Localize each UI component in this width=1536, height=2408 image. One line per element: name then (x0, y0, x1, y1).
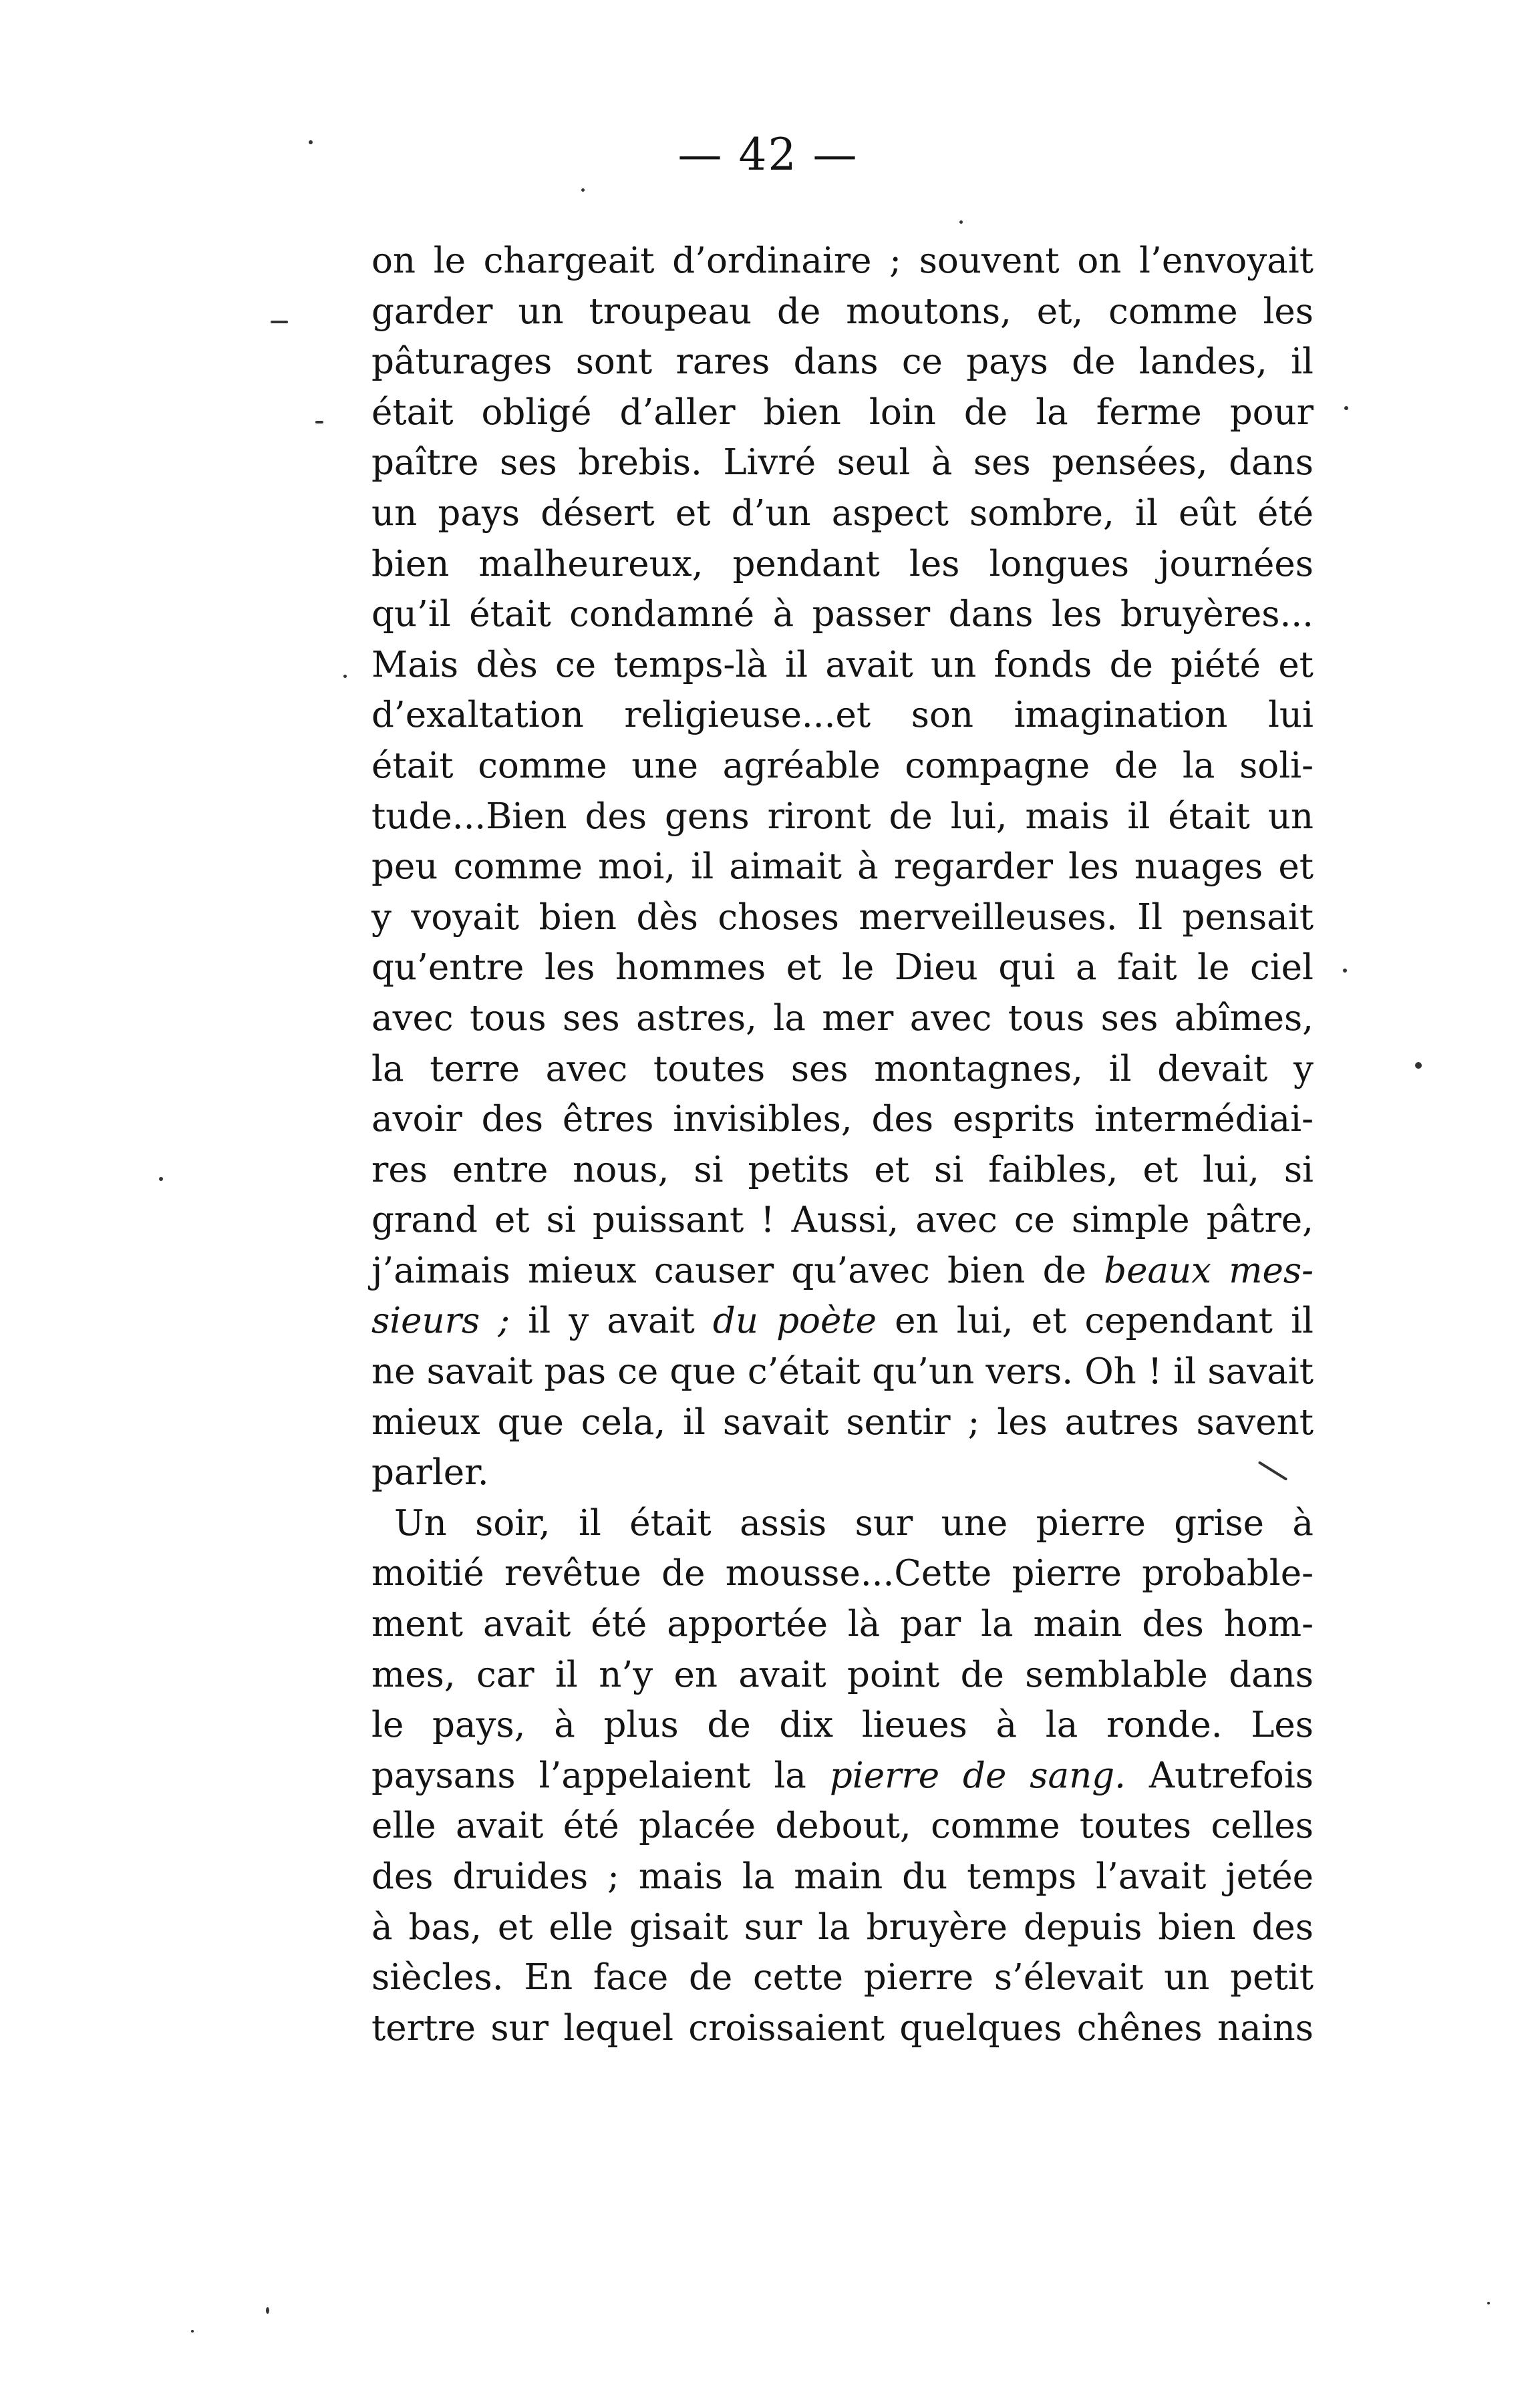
scan-speck (959, 220, 963, 224)
text-segment: il y avait (510, 1301, 713, 1342)
italic-segment: sieurs ; (371, 1301, 510, 1342)
scan-speck (159, 1177, 163, 1181)
text-line: tertre sur lequel croissaient quelques chênes nains (371, 2007, 1314, 2049)
scan-speck (1343, 969, 1347, 973)
text-line: Mais dès ce temps-là il avait un fonds de piété et (371, 644, 1314, 685)
text-line (371, 1751, 1314, 1801)
scan-speck (1415, 1062, 1422, 1069)
text-line: était comme une agréable compagne de la soli- (371, 745, 1314, 786)
text-line: parler. (371, 1452, 489, 1494)
text-line (371, 1296, 1314, 1347)
body-text (371, 236, 1314, 2053)
scan-speck (581, 188, 585, 192)
text-line: des druides ; mais la main du temps l’avait jetée (371, 1856, 1314, 1897)
italic-segment: beaux mes- (1104, 1250, 1314, 1291)
text-line: tude...Bien des gens riront de lui, mais il était un (371, 796, 1314, 837)
text-segment: en lui, et cependant il (876, 1301, 1314, 1342)
text-line: y voyait bien dès choses merveilleuses. Il pensait (371, 896, 1314, 938)
text-line: paître ses brebis. Livré seul à ses pensées, dans (371, 442, 1314, 484)
italic-segment: du poète (712, 1301, 877, 1342)
text-line: garder un troupeau de moutons, et, comme les (371, 291, 1314, 332)
text-line: siècles. En face de cette pierre s’élevait un petit (371, 1957, 1314, 1999)
text-segment: j’aimais mieux causer qu’avec bien de (371, 1250, 1104, 1291)
text-line: ment avait été apportée là par la main des hom- (371, 1604, 1314, 1645)
text-line: mes, car il n’y en avait point de semblable dans (371, 1654, 1314, 1695)
text-line: Un soir, il était assis sur une pierre grise à (394, 1502, 1314, 1544)
page-number: — 42 — (677, 129, 859, 180)
text-line: grand et si puissant ! Aussi, avec ce simple pâtre, (371, 1200, 1314, 1241)
italic-segment: pierre de sang. (829, 1755, 1126, 1796)
text-line: qu’il était condamné à passer dans les bruyères... (371, 594, 1314, 635)
text-line: avec tous ses astres, la mer avec tous ses abîmes, (371, 997, 1314, 1039)
scan-speck (1487, 2302, 1490, 2304)
scan-speck (315, 421, 323, 423)
text-line: bien malheureux, pendant les longues journées (371, 543, 1314, 584)
scan-speck (271, 321, 288, 323)
text-line: un pays désert et d’un aspect sombre, il eût été (371, 492, 1314, 534)
text-segment: Autrefois (1125, 1755, 1314, 1796)
text-line: res entre nous, si petits et si faibles, et lui, si (371, 1149, 1314, 1190)
text-line: elle avait été placée debout, comme toutes celles (371, 1805, 1314, 1847)
text-line: la terre avec toutes ses montagnes, il devait y (371, 1048, 1314, 1089)
text-line: moitié revêtue de mousse...Cette pierre probable- (371, 1553, 1314, 1594)
text-line: d’exaltation religieuse...et son imagination lui (371, 695, 1314, 736)
text-segment: paysans l’appelaient la (371, 1755, 830, 1796)
text-line: qu’entre les hommes et le Dieu qui a fait le ciel (371, 947, 1314, 989)
text-line: à bas, et elle gisait sur la bruyère depuis bien des (371, 1906, 1314, 1948)
scan-speck (191, 2330, 194, 2333)
scan-speck (1344, 406, 1348, 410)
scan-speck (309, 140, 313, 144)
scan-speck (266, 2307, 269, 2314)
scan-speck (343, 675, 347, 678)
text-line: peu comme moi, il aimait à regarder les nuages et (371, 846, 1314, 888)
text-line: pâturages sont rares dans ce pays de landes, il (371, 341, 1314, 383)
text-line: avoir des êtres invisibles, des esprits intermédiai- (371, 1099, 1314, 1140)
text-line: on le chargeait d’ordinaire ; souvent on l’envoyait (371, 240, 1314, 281)
text-line: mieux que cela, il savait sentir ; les autres savent (371, 1401, 1314, 1443)
text-line: ne savait pas ce que c’était qu’un vers. Oh ! il savait (371, 1351, 1314, 1393)
text-line: était obligé d’aller bien loin de la ferme pour (371, 391, 1314, 433)
text-line (371, 1246, 1314, 1297)
text-line: le pays, à plus de dix lieues à la ronde. Les (371, 1705, 1314, 1746)
